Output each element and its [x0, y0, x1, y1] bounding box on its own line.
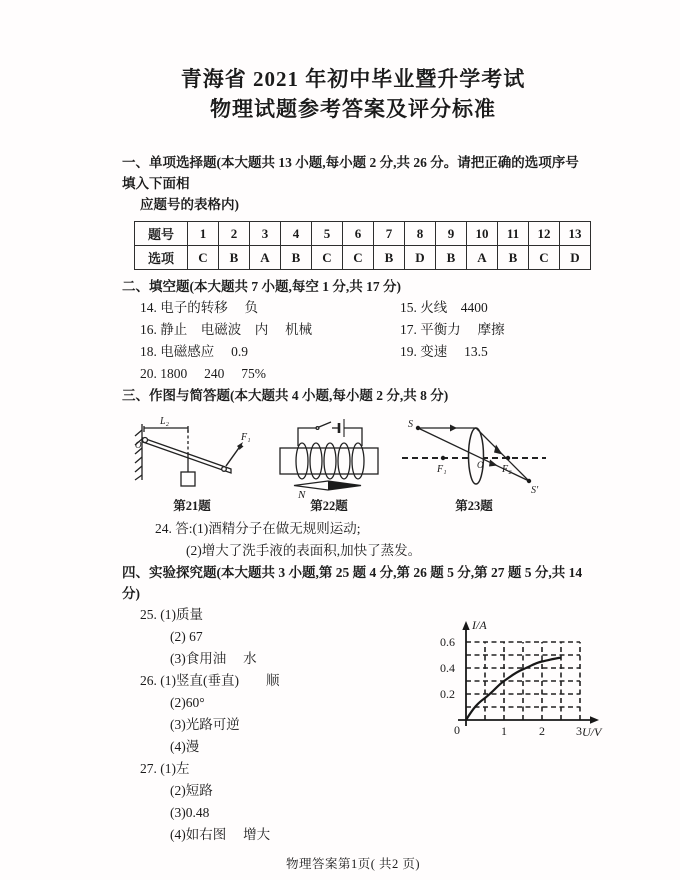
figure-21-caption: 第21题: [173, 499, 211, 513]
answer-24-line1: 24. 答:(1)酒精分子在做无规则运动;: [155, 521, 361, 536]
graph-xlabel: U/V: [582, 725, 602, 739]
answer-27-2: (2)短路: [170, 783, 213, 798]
graph-ytick-04: 0.4: [440, 661, 455, 675]
figure-23-block: [398, 414, 550, 514]
answer-25-1: 25. (1)质量: [140, 607, 203, 622]
section2-heading: 二、填空题(本大题共 7 小题,每空 1 分,共 17 分): [122, 279, 401, 294]
answer-cell: B: [219, 246, 250, 270]
answer-cell: B: [281, 246, 312, 270]
answer-27-1: 27. (1)左: [140, 761, 190, 776]
figure-22-caption: 第22题: [310, 499, 348, 513]
qnum-cell: 5: [312, 222, 343, 246]
answer-item-blank: [400, 363, 584, 385]
qnum-cell: 13: [560, 222, 591, 246]
page-footer: 物理答案第1页( 共2 页): [285, 857, 421, 871]
answer-cell: D: [405, 246, 436, 270]
answer-26-2: (2)60°: [170, 695, 205, 710]
figure-22-block: [272, 414, 386, 514]
answer-cell: C: [188, 246, 219, 270]
iv-curve: [466, 658, 561, 720]
fill-blank-row: [140, 341, 584, 363]
lever-figure: [128, 414, 256, 498]
page-title-line2: 物理试题参考答案及评分标准: [210, 97, 496, 121]
graph-ytick-02: 0.2: [440, 687, 455, 701]
section1-heading-line2: 应题号的表格内): [140, 197, 239, 212]
answer-27-3: (3)0.48: [170, 805, 210, 820]
compass-n-label: N: [298, 489, 306, 498]
answer-item-18: 18. 电磁感应 0.9: [140, 344, 248, 359]
answer-cell: C: [343, 246, 374, 270]
answer-26-1: 26. (1)竖直(垂直) 顺: [140, 673, 280, 688]
figure-21-block: [128, 414, 256, 514]
answer-27-4: (4)如右图 增大: [170, 827, 271, 842]
lens-figure: [398, 414, 550, 498]
lens-o-label: O: [477, 460, 484, 470]
lens-s2-label: S′: [531, 485, 539, 496]
qnum-cell: 2: [219, 222, 250, 246]
qnum-cell: 12: [529, 222, 560, 246]
answer-item-15: 15. 火线 4400: [400, 300, 488, 315]
graph-ylabel: I/A: [472, 618, 487, 632]
figure-23-caption: 第23题: [455, 499, 493, 513]
answer-cell: D: [560, 246, 591, 270]
graph-xtick-1: 1: [501, 724, 507, 738]
answer-cell: A: [250, 246, 281, 270]
graph-xtick-3: 3: [576, 724, 582, 738]
answer-25-2: (2) 67: [170, 629, 203, 644]
iv-graph: [424, 612, 609, 750]
qnum-cell: 1: [188, 222, 219, 246]
section4-heading: 四、实验探究题(本大题共 3 小题,第 25 题 4 分,第 26 题 5 分,第 27 题 5 分,共 14 分): [122, 565, 586, 601]
answer-26-3: (3)光路可逆: [170, 717, 240, 732]
answer-item-16: 16. 静止 电磁波 内 机械: [140, 322, 313, 337]
answer-cell: B: [498, 246, 529, 270]
lever-l2-label: L₂: [160, 416, 170, 427]
graph-xtick-2: 2: [539, 724, 545, 738]
section3-heading: 三、作图与简答题(本大题共 4 小题,每小题 2 分,共 8 分): [122, 388, 449, 403]
iv-graph-block: [424, 612, 609, 750]
table-header-choice: 选项: [135, 246, 188, 270]
solenoid-figure: [272, 414, 386, 498]
qnum-cell: 8: [405, 222, 436, 246]
answer-25-3: (3)食用油 水: [170, 651, 257, 666]
qnum-cell: 4: [281, 222, 312, 246]
answer-cell: C: [529, 246, 560, 270]
table-header-qnum: 题号: [135, 222, 188, 246]
qnum-cell: 6: [343, 222, 374, 246]
table-row-answers: [135, 246, 591, 270]
qnum-cell: 7: [374, 222, 405, 246]
table-row-numbers: [135, 222, 591, 246]
answer-cell: B: [374, 246, 405, 270]
answer-cell: B: [436, 246, 467, 270]
lever-pivot-label: O: [135, 440, 142, 450]
answer-table: [134, 221, 591, 270]
qnum-cell: 9: [436, 222, 467, 246]
page-title-line1: 青海省 2021 年初中毕业暨升学考试: [180, 67, 526, 91]
answer-item-20: 20. 1800 240 75%: [140, 366, 266, 381]
graph-ytick-06: 0.6: [440, 635, 455, 649]
answer-item-14: 14. 电子的转移 负: [140, 300, 259, 315]
fill-blank-row: [140, 319, 584, 341]
qnum-cell: 3: [250, 222, 281, 246]
fill-blank-row: [140, 297, 584, 319]
answer-item-19: 19. 变速 13.5: [400, 344, 488, 359]
answer-24-line2: (2)增大了洗手液的表面积,加快了蒸发。: [186, 543, 422, 558]
graph-origin-label: 0: [454, 723, 460, 737]
lens-f1-label: F₁: [437, 464, 447, 475]
answer-26-4: (4)漫: [170, 739, 200, 754]
answer-item-17: 17. 平衡力 摩擦: [400, 322, 505, 337]
fill-blank-row: [140, 363, 584, 385]
answer-cell: A: [467, 246, 498, 270]
answer-cell: C: [312, 246, 343, 270]
qnum-cell: 10: [467, 222, 498, 246]
section1-heading-line1: 一、单项选择题(本大题共 13 小题,每小题 2 分,共 26 分。请把正确的选项序号填入下面相: [122, 155, 579, 191]
qnum-cell: 11: [498, 222, 529, 246]
lens-f2-label: F₂: [502, 464, 512, 475]
figures-row: [128, 414, 584, 514]
lens-s-label: S: [408, 419, 413, 430]
lever-f1-label: F₁: [241, 432, 251, 443]
